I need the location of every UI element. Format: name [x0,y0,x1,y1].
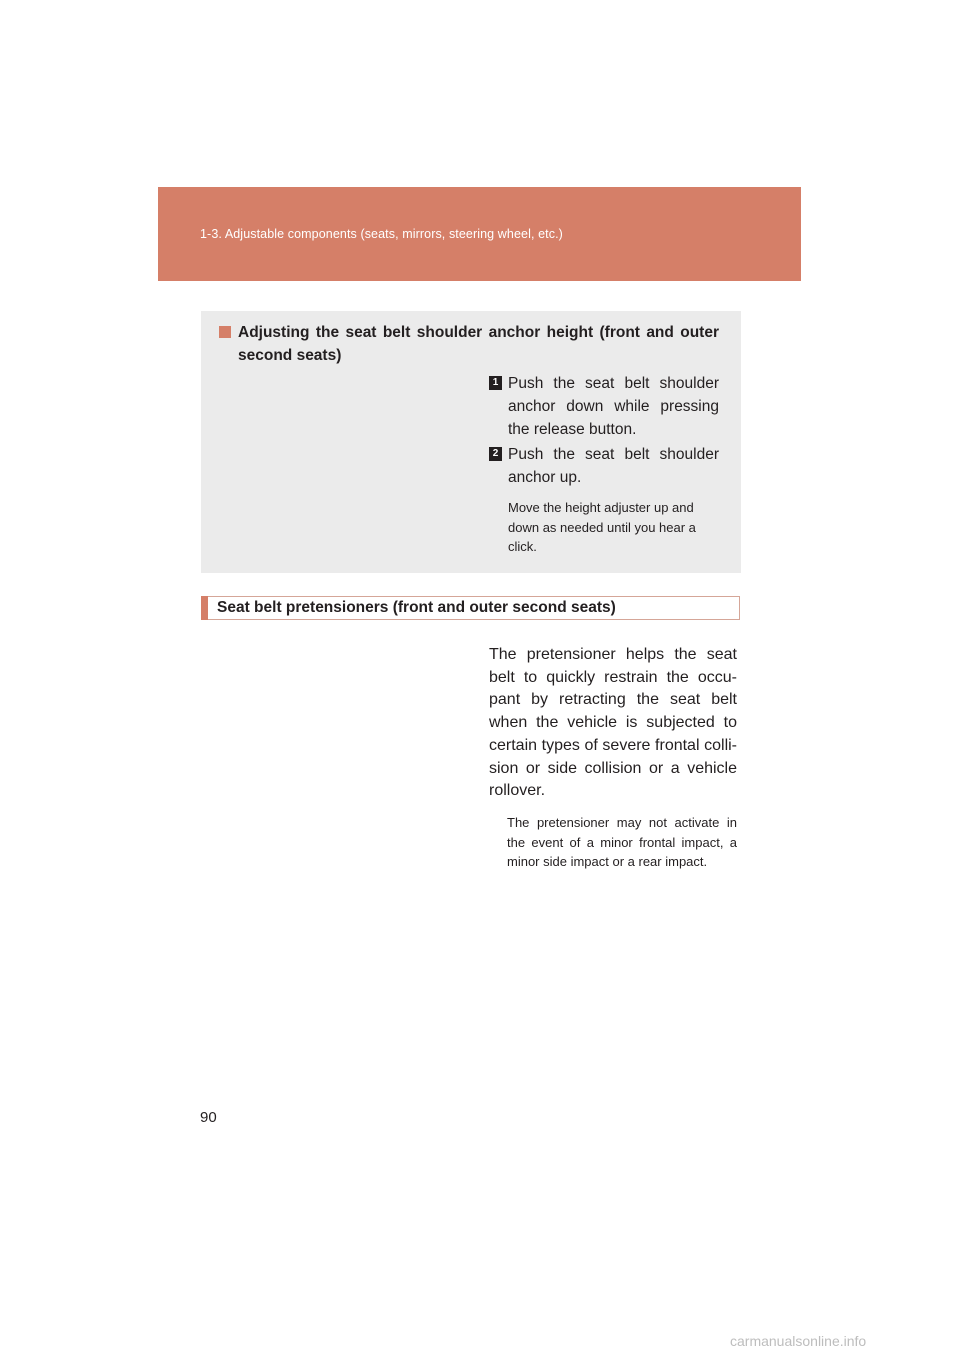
shoulder-anchor-info-box [201,311,741,573]
pretensioner-note: The pretensioner may not activate in the event of a minor frontal impact, a minor side impact or a rear impact. [507,815,737,869]
page-number: 90 [200,1109,217,1126]
section-title: Seat belt pretensioners (front and outer second seats) [217,599,616,616]
pretensioner-description: The pretensioner helps the seat belt to quickly restrain the occu-pant by retracting the seat belt when the vehicle is subjected to certain types of severe frontal colli-sion or side collision or a vehicle rollover. [489,646,737,800]
section-breadcrumb: 1-3. Adjustable components (seats, mirrors, steering wheel, etc.) [200,227,563,241]
chapter-header-band [158,187,801,281]
step-2 [489,443,719,489]
box-heading [219,321,719,367]
step-number-2-icon: 2 [489,447,502,461]
step-2-text: Push the seat belt shoulder anchor up. [508,446,719,486]
step-1-text: Push the seat belt shoulder anchor down while pressing the release button. [508,375,719,438]
step-number-1-icon: 1 [489,376,502,390]
height-adjuster-note: Move the height adjuster up and down as needed until you hear a click. [508,500,696,554]
step-1 [489,372,719,441]
square-bullet-icon [219,326,231,338]
pretensioners-section-heading [201,596,740,620]
section-accent-bar [201,596,208,620]
box-heading-text: Adjusting the seat belt shoulder anchor height (front and outer second seats) [238,324,719,364]
watermark-text: carmanualsonline.info [730,1333,867,1349]
